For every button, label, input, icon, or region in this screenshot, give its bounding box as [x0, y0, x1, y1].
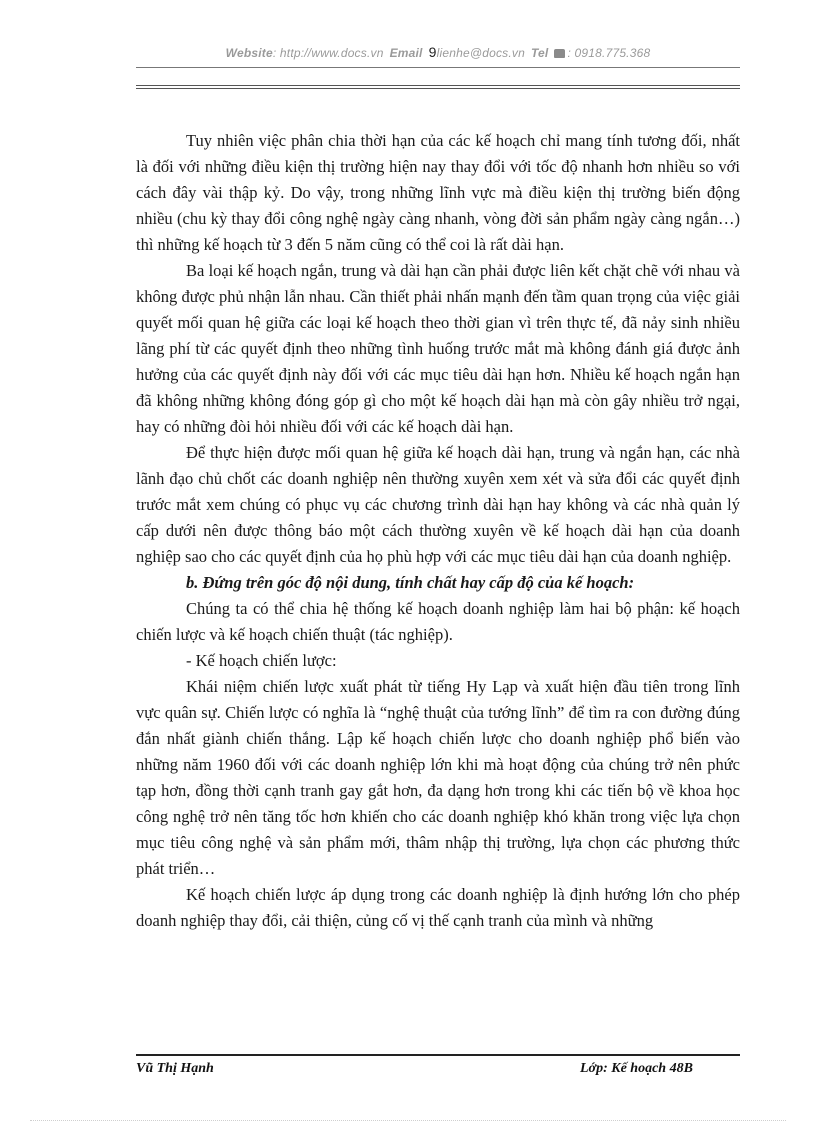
body-text	[136, 128, 740, 934]
footer-author: Vũ Thị Hạnh	[136, 1061, 214, 1076]
list-item-heading: - Kế hoạch chiến lược:	[186, 651, 337, 670]
paragraph: Ba loại kế hoạch ngắn, trung và dài hạn cần phải được liên kết chặt chẽ với nhau và không được phủ nhận lẫn nhau. Cần thiết phải nhấn mạnh đến tầm quan trọng của việc giải quyết mối quan hệ giữa các loại kế hoạch theo thời gian vì trên thực tế, đã nảy sinh nhiều lãng phí từ các quyết định theo những tình huống trước mắt mà không đánh giá được ảnh hưởng của các quyết định này đối với các mục tiêu dài hạn hơn. Nhiều kế hoạch ngắn hạn đã không những không đóng góp gì cho một kế hoạch dài hạn mà còn gây nhiều trở ngại, hay có những đòi hỏi nhiều đối với các kế hoạch dài hạn.	[136, 261, 740, 436]
footer-class: Lớp: Kế hoạch 48B	[580, 1061, 693, 1076]
page-bottom-dotted-line	[30, 1120, 786, 1121]
paragraph: Để thực hiện được mối quan hệ giữa kế hoạch dài hạn, trung và ngắn hạn, các nhà lãnh đạo chủ chốt các doanh nghiệp nên thường xuyên xem xét và sửa đổi các quyết định trước mắt xem chúng có phục vụ các chương trình dài hạn hay không và các nhà quản lý cấp dưới nên được thông báo một cách thường xuyên về kế hoạch dài hạn của doanh nghiệp sao cho các quyết định của họ phù hợp với các mục tiêu dài hạn của doanh nghiệp.	[136, 443, 740, 566]
tel-label: Tel	[530, 46, 549, 60]
email-label: Email	[389, 46, 423, 60]
website-label: Website	[225, 46, 273, 60]
tel-value: : 0918.775.368	[567, 46, 651, 60]
paragraph: Chúng ta có thể chia hệ thống kế hoạch doanh nghiệp làm hai bộ phận: kế hoạch chiến lược và kế hoạch chiến thuật (tác nghiệp).	[136, 599, 740, 644]
paragraph: Khái niệm chiến lược xuất phát từ tiếng Hy Lạp và xuất hiện đầu tiên trong lĩnh vực quân sự. Chiến lược có nghĩa là “nghệ thuật của tướng lĩnh” để tìm ra con đường đúng đắn nhất giành chiến thắng. Lập kế hoạch chiến lược cho doanh nghiệp phổ biến vào những năm 1960 đối với các doanh nghiệp lớn khi mà hoạt động của chúng trở nên phức tạp hơn, đồng thời cạnh tranh gay gắt hơn, đa dạng hơn trong khi các tiến bộ về khoa học công nghệ trở nên tăng tốc hơn khiến cho các doanh nghiệp khó khăn trong việc lựa chọn mục tiêu công nghệ và sản phẩm mới, thâm nhập thị trường, lựa chọn các phương thức phát triển…	[136, 677, 740, 878]
email-value: lienhe@docs.vn	[436, 46, 525, 60]
footer-rule	[136, 1054, 740, 1056]
paragraph: Kế hoạch chiến lược áp dụng trong các doanh nghiệp là định hướng lớn cho phép doanh nghiệp thay đổi, cải thiện, củng cố vị thế cạnh tranh của mình và những	[136, 885, 740, 930]
email-icon: 9	[428, 44, 437, 60]
section-subheading: b. Đứng trên góc độ nội dung, tính chất hay cấp độ của kế hoạch:	[186, 573, 635, 592]
header-double-rule-top	[136, 85, 740, 86]
header-double-rule-bottom	[136, 88, 740, 89]
paragraph: Tuy nhiên việc phân chia thời hạn của các kế hoạch chỉ mang tính tương đối, nhất là đối với những điều kiện thị trường hiện nay thay đổi với tốc độ nhanh hơn nhiều so với cách đây vài thập kỷ. Do vậy, trong những lĩnh vực mà điều kiện thị trường biến động nhiều (chu kỳ thay đổi công nghệ ngày càng nhanh, vòng đời sản phẩm ngày càng ngắn…) thì những kế hoạch từ 3 đến 5 năm cũng có thể coi là rất dài hạn.	[136, 131, 740, 254]
website-value: : http://www.docs.vn	[272, 46, 384, 60]
phone-icon	[554, 49, 565, 58]
header-rule	[136, 67, 740, 68]
page-header	[136, 44, 740, 60]
